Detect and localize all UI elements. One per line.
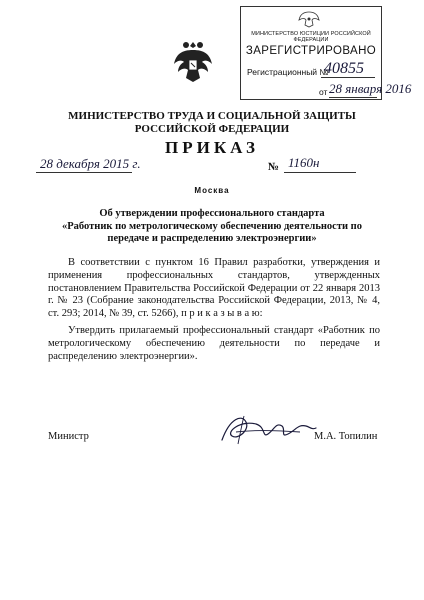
stamp-date-label: от xyxy=(319,87,328,97)
state-emblem-icon xyxy=(172,36,214,84)
stamp-date: 28 января 2016 xyxy=(329,81,412,96)
ministry-line-2: РОССИЙСКОЙ ФЕДЕРАЦИИ xyxy=(134,123,290,135)
signer-name: М.А. Топилин xyxy=(314,431,378,442)
order-date: 28 декабря 2015 г. xyxy=(40,156,141,171)
order-date-underline xyxy=(36,172,132,173)
stamp-reg-label: Регистрационный № xyxy=(247,67,329,77)
body-paragraph-2: Утвердить прилагаемый профессиональный стандарт «Работник по метрологическому обеспечению деятельности по передаче и распределению электроэнергии». xyxy=(48,325,380,362)
city: Москва xyxy=(194,186,230,195)
subject-line-3: передаче и распределению электроэнергии» xyxy=(107,233,317,244)
stamp-date-underline xyxy=(329,97,377,98)
ministry-line-1: МИНИСТЕРСТВО ТРУДА И СОЦИАЛЬНОЙ ЗАЩИТЫ xyxy=(68,110,356,122)
document-type: ПРИКАЗ xyxy=(165,138,259,157)
stamp-reg-number: 40855 xyxy=(324,60,364,77)
registration-stamp xyxy=(240,6,412,100)
order-subject xyxy=(50,208,374,246)
stamp-title: ЗАРЕГИСТРИРОВАНО xyxy=(245,45,377,57)
ministry-name xyxy=(0,110,424,136)
stamp-emblem-icon xyxy=(297,10,321,28)
body-paragraph-1: В соответствии с пунктом 16 Правил разработки, утверждения и применения профессиональных стандартов, утвержденных постановлением Правительства Российской Федерации от 22 января 2013 г. № 23 (Собрание законодательства Российской Федерации, 2013, № 4, ст. 293; 2014, № 39, ст. 5266), п р и к а з ы в а ю: xyxy=(48,257,380,320)
stamp-reg-underline xyxy=(321,77,375,78)
stamp-ministry: МИНИСТЕРСТВО ЮСТИЦИИ РОССИЙСКОЙ ФЕДЕРАЦИИ xyxy=(251,31,371,43)
subject-line-1: Об утверждении профессионального стандарта xyxy=(99,208,325,219)
order-number: 1160н xyxy=(288,155,320,170)
signer-title: Министр xyxy=(48,431,89,442)
handwritten-signature xyxy=(216,410,320,448)
order-number-sign: № xyxy=(268,161,280,173)
subject-line-2: «Работник по метрологическому обеспечению деятельности по xyxy=(62,220,362,232)
order-number-underline xyxy=(284,172,356,173)
